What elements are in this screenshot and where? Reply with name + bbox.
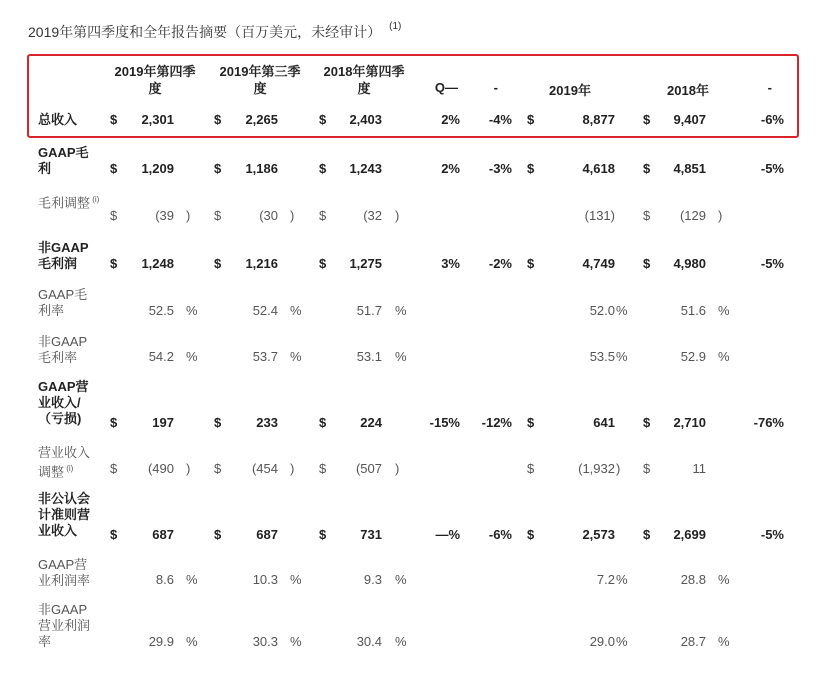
title-text: 2019年第四季度和全年报告摘要（百万美元，未经审计） bbox=[28, 24, 382, 40]
cell-p2: % bbox=[290, 634, 302, 649]
cell-p2: % bbox=[290, 572, 302, 587]
cell-d4: $ bbox=[527, 527, 535, 542]
cell-v5: 11 bbox=[692, 461, 706, 476]
cell-v4: 7.2 bbox=[596, 572, 615, 587]
cell-v2: 52.4 bbox=[252, 303, 278, 318]
header-fy2018: 2018年 bbox=[667, 83, 709, 98]
cell-p3: % bbox=[395, 349, 407, 364]
cell-yoy: -3% bbox=[488, 161, 512, 176]
cell-p4: % bbox=[616, 572, 628, 587]
cell-v2: 233 bbox=[256, 415, 278, 430]
cell-d3: $ bbox=[319, 256, 327, 271]
header-q4-2018 bbox=[314, 63, 414, 97]
cell-v4: 641 bbox=[593, 415, 615, 430]
cell-d1: $ bbox=[110, 256, 118, 271]
cell-v5: 4,851 bbox=[673, 161, 706, 176]
header-q4-2019-line1: 2019年第四季 bbox=[114, 64, 196, 79]
cell-v5: 28.8 bbox=[680, 572, 706, 587]
cell-d3: $ bbox=[319, 461, 327, 476]
cell-v1: 29.9 bbox=[148, 634, 174, 649]
cell-p1: % bbox=[186, 572, 198, 587]
cell-d2: $ bbox=[214, 161, 222, 176]
cell-v5: 4,980 bbox=[673, 256, 706, 271]
cell-chg: -5% bbox=[760, 527, 784, 542]
cell-chg: -5% bbox=[760, 256, 784, 271]
cell-p4: % bbox=[616, 349, 628, 364]
cell-v2: 1,216 bbox=[245, 256, 278, 271]
cell-d2: $ bbox=[214, 112, 222, 127]
cell-p4: % bbox=[616, 303, 628, 318]
cell-d1: $ bbox=[110, 208, 118, 223]
row-label bbox=[38, 145, 89, 177]
row-label-line: 计准则营 bbox=[38, 507, 91, 522]
cell-d5: $ bbox=[643, 461, 651, 476]
header-q4-2019 bbox=[105, 63, 205, 97]
cell-v4: 8,877 bbox=[582, 112, 615, 127]
cell-d1: $ bbox=[110, 461, 118, 476]
header-q4-2019-line2: 度 bbox=[148, 81, 162, 96]
cell-p1: % bbox=[186, 349, 198, 364]
row-label bbox=[38, 445, 90, 480]
page-title bbox=[28, 22, 401, 42]
cell-d1: $ bbox=[110, 415, 118, 430]
row-label-footnote: (i) bbox=[90, 195, 100, 204]
cell-v2: 10.3 bbox=[252, 572, 278, 587]
row-label-line: 非GAAP bbox=[38, 334, 88, 349]
cell-v1: 687 bbox=[152, 527, 174, 542]
row-label-line: 率 bbox=[38, 634, 52, 649]
row-label-line: 利率 bbox=[38, 303, 65, 318]
row-label-line: 业利润率 bbox=[38, 573, 91, 588]
cell-p4: % bbox=[616, 634, 628, 649]
cell-v2: 687 bbox=[256, 527, 278, 542]
cell-v4: 4,618 bbox=[582, 161, 615, 176]
row-label-line: 毛利率 bbox=[38, 350, 78, 365]
cell-v2: 2,265 bbox=[245, 112, 278, 127]
cell-d3: $ bbox=[319, 208, 327, 223]
cell-v2: (454 bbox=[251, 461, 278, 476]
cell-v5: 9,407 bbox=[673, 112, 706, 127]
cell-qoq: 2% bbox=[441, 161, 460, 176]
cell-d1: $ bbox=[110, 161, 118, 176]
cell-v3: 1,243 bbox=[349, 161, 382, 176]
row-label bbox=[38, 192, 99, 211]
cell-v5: 2,710 bbox=[673, 415, 706, 430]
row-label-line: GAAP营 bbox=[38, 557, 88, 572]
row-label-line: 调整 $^{(i)}$ bbox=[38, 464, 74, 480]
cell-v3: 731 bbox=[360, 527, 382, 542]
cell-d1: $ bbox=[110, 527, 118, 542]
cell-p5: % bbox=[718, 572, 730, 587]
row-label bbox=[38, 287, 87, 319]
header-q3-2019-line1: 2019年第三季 bbox=[219, 64, 301, 79]
cell-v5: 2,699 bbox=[673, 527, 706, 542]
cell-qoq: 2% bbox=[441, 112, 460, 127]
cell-v1: 52.5 bbox=[148, 303, 174, 318]
cell-d5: $ bbox=[643, 256, 651, 271]
cell-d2: $ bbox=[214, 461, 222, 476]
header-q3-2019-line2: 度 bbox=[253, 81, 267, 96]
row-label-line: 非GAAP bbox=[38, 602, 88, 617]
cell-p2: ) bbox=[290, 208, 295, 223]
header-q4-2018-line2: 度 bbox=[357, 81, 371, 96]
cell-v2: 1,186 bbox=[245, 161, 278, 176]
cell-d3: $ bbox=[319, 161, 327, 176]
cell-chg: -6% bbox=[760, 112, 784, 127]
cell-p3: % bbox=[395, 634, 407, 649]
cell-d5: $ bbox=[643, 208, 651, 223]
title-footnote: (1) bbox=[389, 21, 402, 33]
cell-p2: % bbox=[290, 349, 302, 364]
row-label-line: GAAP毛 bbox=[38, 145, 89, 160]
header-yoy: - bbox=[493, 80, 498, 95]
cell-v4: (131) bbox=[584, 208, 615, 223]
header-fy-change: - bbox=[767, 80, 772, 95]
cell-v3: 30.4 bbox=[356, 634, 382, 649]
cell-p5: % bbox=[718, 349, 730, 364]
cell-p1: % bbox=[186, 634, 198, 649]
cell-v5: 51.6 bbox=[680, 303, 706, 318]
cell-v1: 197 bbox=[152, 415, 174, 430]
cell-v4: 52.0 bbox=[589, 303, 615, 318]
cell-d5: $ bbox=[643, 161, 651, 176]
cell-d3: $ bbox=[319, 415, 327, 430]
cell-d1: $ bbox=[110, 112, 118, 127]
cell-p3: ) bbox=[395, 461, 400, 476]
cell-v2: 53.7 bbox=[252, 349, 278, 364]
row-label-line: GAAP营 bbox=[38, 379, 89, 394]
row-label-line: 利 bbox=[38, 161, 52, 176]
cell-v1: 1,248 bbox=[141, 256, 174, 271]
cell-d2: $ bbox=[214, 256, 222, 271]
cell-d2: $ bbox=[214, 527, 222, 542]
row-label-line: 非GAAP bbox=[38, 240, 89, 255]
cell-p3: % bbox=[395, 572, 407, 587]
cell-qoq: -15% bbox=[429, 415, 460, 430]
cell-v4: 4,749 bbox=[582, 256, 615, 271]
cell-p5: % bbox=[718, 634, 730, 649]
row-label bbox=[38, 491, 90, 539]
cell-v2: 30.3 bbox=[252, 634, 278, 649]
row-label bbox=[38, 602, 90, 650]
row-label bbox=[38, 557, 90, 589]
cell-d2: $ bbox=[214, 208, 222, 223]
cell-v1: 54.2 bbox=[148, 349, 174, 364]
row-label-line: （亏损) bbox=[38, 411, 82, 426]
cell-d2: $ bbox=[214, 415, 222, 430]
row-label-line: GAAP毛 bbox=[38, 287, 88, 302]
cell-d3: $ bbox=[319, 527, 327, 542]
row-label-line: 营业利润 bbox=[38, 618, 91, 633]
cell-d5: $ bbox=[643, 415, 651, 430]
header-q3-2019 bbox=[210, 63, 310, 97]
row-label bbox=[38, 112, 77, 128]
row-label bbox=[38, 379, 89, 427]
cell-d5: $ bbox=[643, 527, 651, 542]
cell-v1: 8.6 bbox=[155, 572, 174, 587]
cell-v5: (129 bbox=[679, 208, 706, 223]
cell-v4: 53.5 bbox=[589, 349, 615, 364]
cell-p1: ) bbox=[186, 461, 191, 476]
cell-v3: 1,275 bbox=[349, 256, 382, 271]
cell-yoy: -2% bbox=[488, 256, 512, 271]
cell-p2: % bbox=[290, 303, 302, 318]
cell-v3: (32 bbox=[363, 208, 382, 223]
header-q4-2018-line1: 2018年第四季 bbox=[323, 64, 405, 79]
cell-v1: 2,301 bbox=[141, 112, 174, 127]
row-label-line: 总收入 bbox=[38, 112, 78, 127]
row-label-line: 毛利润 bbox=[38, 256, 78, 271]
cell-p2: ) bbox=[290, 461, 295, 476]
row-label bbox=[38, 240, 89, 272]
cell-v1: (490 bbox=[147, 461, 174, 476]
cell-d4: $ bbox=[527, 415, 535, 430]
row-label-line: 非公认会 bbox=[38, 491, 91, 506]
cell-d4: $ bbox=[527, 161, 535, 176]
cell-v1: 1,209 bbox=[141, 161, 174, 176]
cell-d4: $ bbox=[527, 112, 535, 127]
cell-p1: % bbox=[186, 303, 198, 318]
cell-v2: (30 bbox=[259, 208, 278, 223]
cell-p3: ) bbox=[395, 208, 400, 223]
cell-chg: -5% bbox=[760, 161, 784, 176]
cell-v3: 53.1 bbox=[356, 349, 382, 364]
cell-v3: 2,403 bbox=[349, 112, 382, 127]
cell-v1: (39 bbox=[155, 208, 174, 223]
cell-p5: ) bbox=[718, 208, 723, 223]
cell-v3: 51.7 bbox=[356, 303, 382, 318]
cell-yoy: -4% bbox=[488, 112, 512, 127]
cell-p5: % bbox=[718, 303, 730, 318]
cell-p1: ) bbox=[186, 208, 191, 223]
cell-v3: 9.3 bbox=[363, 572, 382, 587]
cell-yoy: -12% bbox=[481, 415, 512, 430]
row-label-footnote: (i) bbox=[64, 464, 74, 473]
cell-qoq: —% bbox=[435, 527, 460, 542]
cell-yoy: -6% bbox=[488, 527, 512, 542]
cell-v4: 2,573 bbox=[582, 527, 615, 542]
row-label-line: 营业收入 bbox=[38, 445, 91, 460]
header-qoq: Q— bbox=[434, 80, 458, 95]
cell-d4: $ bbox=[527, 256, 535, 271]
cell-v4: 29.0 bbox=[589, 634, 615, 649]
cell-d3: $ bbox=[319, 112, 327, 127]
cell-p4: ) bbox=[616, 461, 621, 476]
row-label-line: 毛利调整 $^{(i)}$ bbox=[38, 195, 100, 211]
cell-qoq: 3% bbox=[441, 256, 460, 271]
cell-v5: 52.9 bbox=[680, 349, 706, 364]
cell-v3: (507 bbox=[355, 461, 382, 476]
cell-v5: 28.7 bbox=[680, 634, 706, 649]
cell-d4: $ bbox=[527, 461, 535, 476]
cell-chg: -76% bbox=[753, 415, 784, 430]
cell-p3: % bbox=[395, 303, 407, 318]
cell-v3: 224 bbox=[360, 415, 382, 430]
row-label-line: 业收入 bbox=[38, 523, 78, 538]
row-label bbox=[38, 334, 87, 366]
row-label-line: 业收入/ bbox=[38, 395, 81, 410]
cell-d5: $ bbox=[643, 112, 651, 127]
cell-v4: (1,932 bbox=[578, 461, 615, 476]
header-fy2019: 2019年 bbox=[549, 83, 591, 98]
